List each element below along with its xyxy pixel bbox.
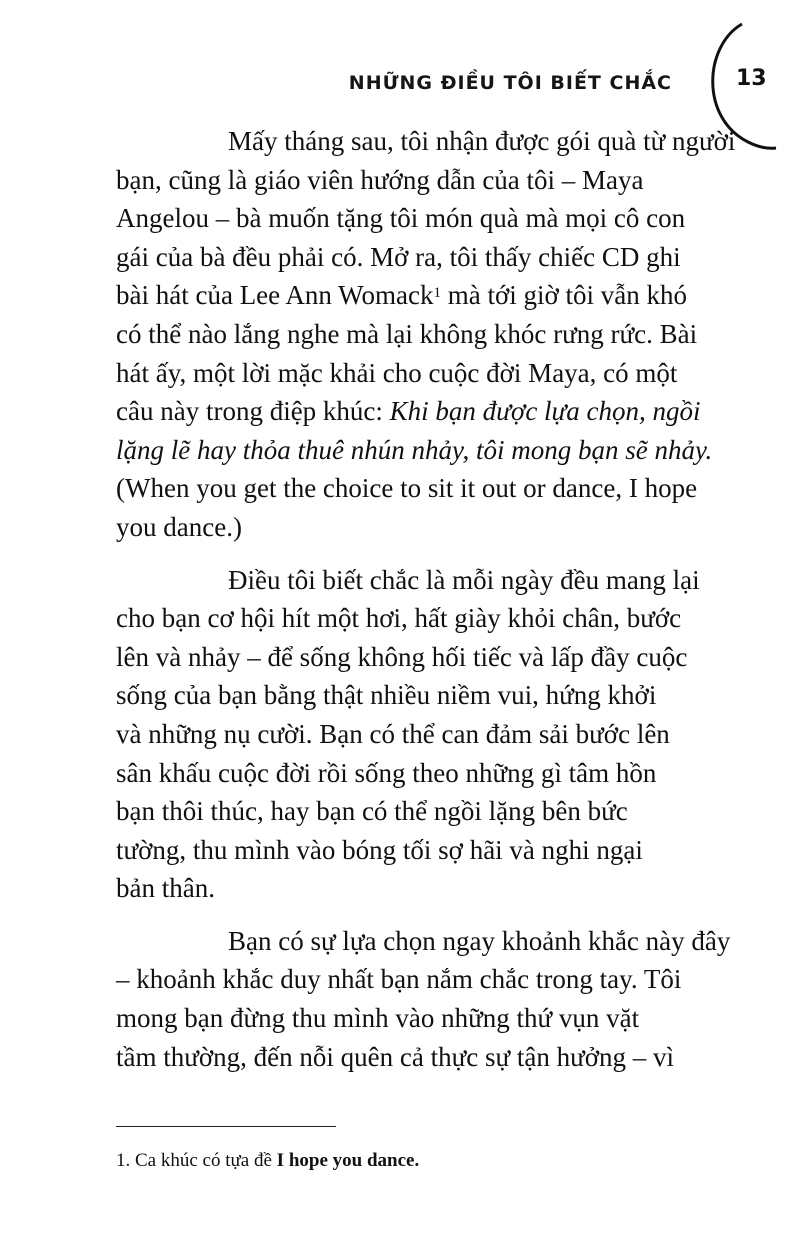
text-line: you dance.) bbox=[116, 511, 242, 542]
text-line bbox=[116, 276, 686, 315]
text-line: cho bạn cơ hội hít một hơi, hất giày khỏi chân, bước bbox=[116, 603, 682, 634]
text-line: và những nụ cười. Bạn có thể can đảm sải bước lên bbox=[116, 718, 670, 749]
text-line: bạn thôi thúc, hay bạn có thể ngồi lặng bên bức bbox=[116, 796, 628, 827]
text-line: bản thân. bbox=[116, 873, 215, 904]
text-line: sân khấu cuộc đời rồi sống theo những gì tâm hồn bbox=[116, 757, 657, 788]
text-line: tầm thường, đến nỗi quên cả thực sự tận hưởng – vì bbox=[116, 1041, 674, 1072]
text-line bbox=[116, 431, 713, 470]
text-line: (When you get the choice to sit it out or dance, I hope bbox=[116, 473, 698, 504]
text-line: Angelou – bà muốn tặng tôi món quà mà mọi cô con bbox=[116, 203, 686, 234]
italic-lyric: lặng lẽ hay thỏa thuê nhún nhảy, tôi mong bạn sẽ nhảy. bbox=[116, 434, 713, 465]
paragraph-3 bbox=[116, 922, 731, 1076]
footnote-marker: 1 bbox=[433, 285, 441, 302]
text-line: gái của bà đều phải có. Mở ra, tôi thấy chiếc CD ghi bbox=[116, 241, 681, 272]
page-number: 13 bbox=[736, 66, 767, 91]
text-segment: bài hát của Lee Ann Womack bbox=[116, 280, 434, 311]
running-head: NHỮNG ĐIỀU TÔI BIẾT CHẮC bbox=[348, 72, 672, 94]
text-line: tường, thu mình vào bóng tối sợ hãi và nghi ngại bbox=[116, 834, 643, 865]
text-line: Điều tôi biết chắc là mỗi ngày đều mang lại bbox=[228, 564, 700, 595]
footnote-text: 1. Ca khúc có tựa đề bbox=[116, 1150, 277, 1171]
text-line bbox=[116, 392, 701, 431]
footnote-divider bbox=[116, 1126, 336, 1127]
body-text bbox=[116, 122, 736, 1090]
italic-lyric: Khi bạn được lựa chọn, ngồi bbox=[389, 396, 701, 427]
footnote bbox=[116, 1150, 419, 1172]
text-line: Bạn có sự lựa chọn ngay khoảnh khắc này đây bbox=[228, 925, 731, 956]
text-line: Mấy tháng sau, tôi nhận được gói quà từ người bbox=[228, 126, 736, 156]
text-line: – khoảnh khắc duy nhất bạn nắm chắc trong tay. Tôi bbox=[116, 964, 682, 995]
text-segment: mà tới giờ tôi vẫn khó bbox=[440, 280, 688, 311]
paragraph-1 bbox=[116, 122, 736, 547]
paragraph-2 bbox=[116, 561, 700, 908]
footnote-song-title: I hope you dance. bbox=[276, 1150, 420, 1171]
text-line: lên và nhảy – để sống không hối tiếc và lấp đầy cuộc bbox=[116, 641, 688, 672]
text-line: hát ấy, một lời mặc khải cho cuộc đời Maya, có một bbox=[116, 357, 678, 388]
text-segment: câu này trong điệp khúc: bbox=[116, 396, 390, 427]
text-line: bạn, cũng là giáo viên hướng dẫn của tôi – Maya bbox=[116, 164, 644, 195]
text-line: mong bạn đừng thu mình vào những thứ vụn vặt bbox=[116, 1003, 640, 1034]
text-line: sống của bạn bằng thật nhiều niềm vui, hứng khởi bbox=[116, 680, 657, 711]
text-line: có thể nào lắng nghe mà lại không khóc rưng rức. Bài bbox=[116, 318, 698, 349]
